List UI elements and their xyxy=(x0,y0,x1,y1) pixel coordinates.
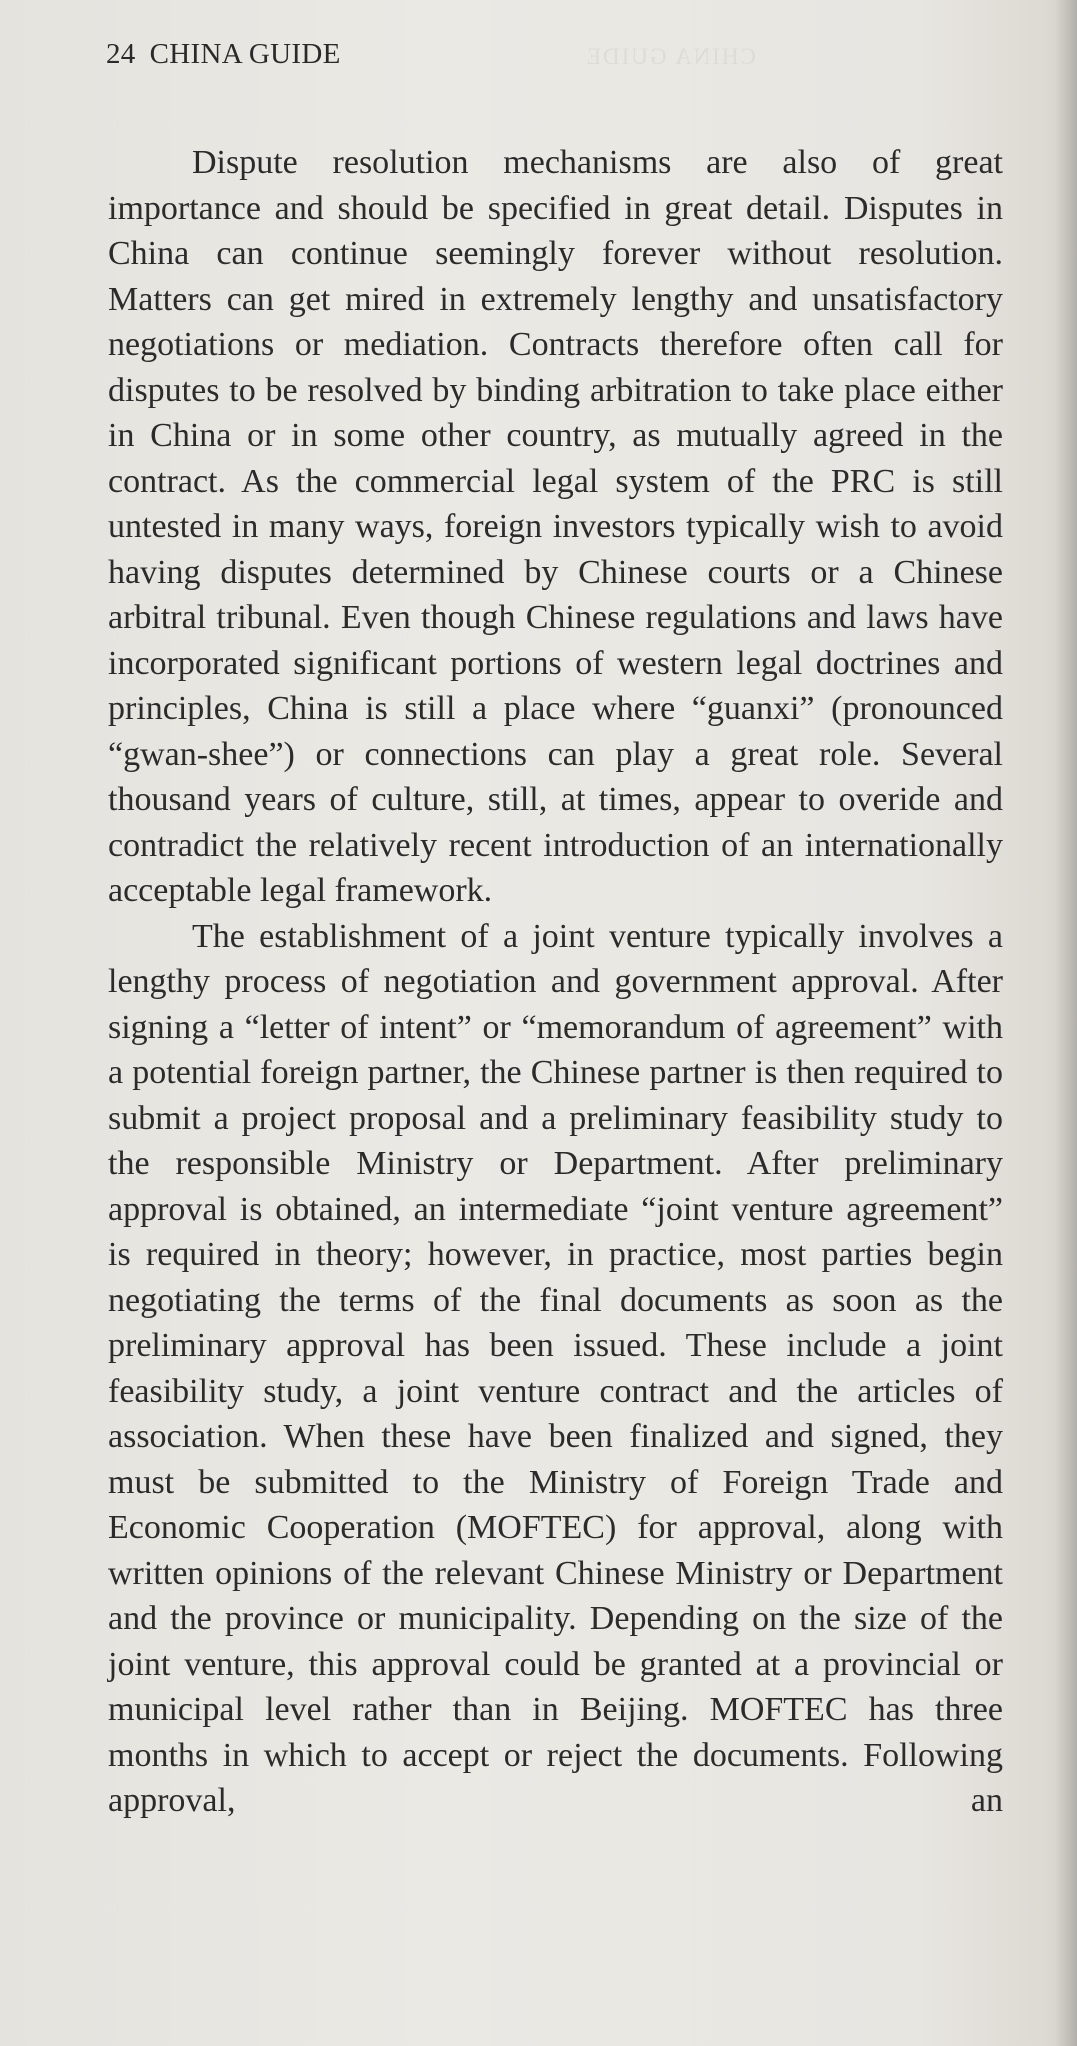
page-number: 24 xyxy=(106,38,136,70)
paragraph-dispute-resolution: Dispute resolution mechanisms are also of great importance and should be specified in great detail. Disputes in China can continue seemingly forever without resolution. Matters can get mired in extremely lengthy and unsatisfactory negotiations or mediation. Contracts therefore often call for disputes to be resolved by binding arbitration to take place either in China or in some other country, as mutually agreed in the contract. As the commercial legal system of the PRC is still untested in many ways, foreign investors typically wish to avoid having disputes determined by Chinese courts or a Chinese arbitral tribunal. Even though Chinese regulations and laws have incorporated significant portions of western legal doctrines and principles, China is still a place where “guanxi” (pronounced “gwan-shee”) or connections can play a great role. Several thousand years of culture, still, at times, appear to overide and contradict the relatively recent introduction of an internationally acceptable legal framework. xyxy=(108,144,1003,909)
body-text xyxy=(108,140,1003,1824)
bleed-through xyxy=(585,44,756,70)
bleed-through-text: CHINA GUIDE xyxy=(585,44,756,69)
book-title: CHINA GUIDE xyxy=(149,38,341,70)
running-head xyxy=(106,38,341,71)
page-edge-shadow xyxy=(1055,0,1077,2046)
paragraph-joint-venture: The establishment of a joint venture typically involves a lengthy process of negotiation and government approval. After signing a “letter of intent” or “memorandum of agreement” with a potential foreign partner, the Chinese partner is then required to submit a project proposal and a preliminary feasibility study to the responsible Ministry or Department. After preliminary approval is obtained, an intermediate “joint venture agreement” is required in theory; however, in practice, most parties begin negotiating the terms of the final documents as soon as the preliminary approval has been issued. These include a joint feasibility study, a joint venture contract and the articles of association. When these have been finalized and signed, they must be submitted to the Ministry of Foreign Trade and Economic Cooperation (MOFTEC) for approval, along with written opinions of the relevant Chinese Ministry or Department and the province or municipality. Depending on the size of the joint venture, this approval could be granted at a provincial or municipal level rather than in Beijing. MOFTEC has three months in which to accept or reject the documents. Following approval, an xyxy=(108,917,1003,1819)
